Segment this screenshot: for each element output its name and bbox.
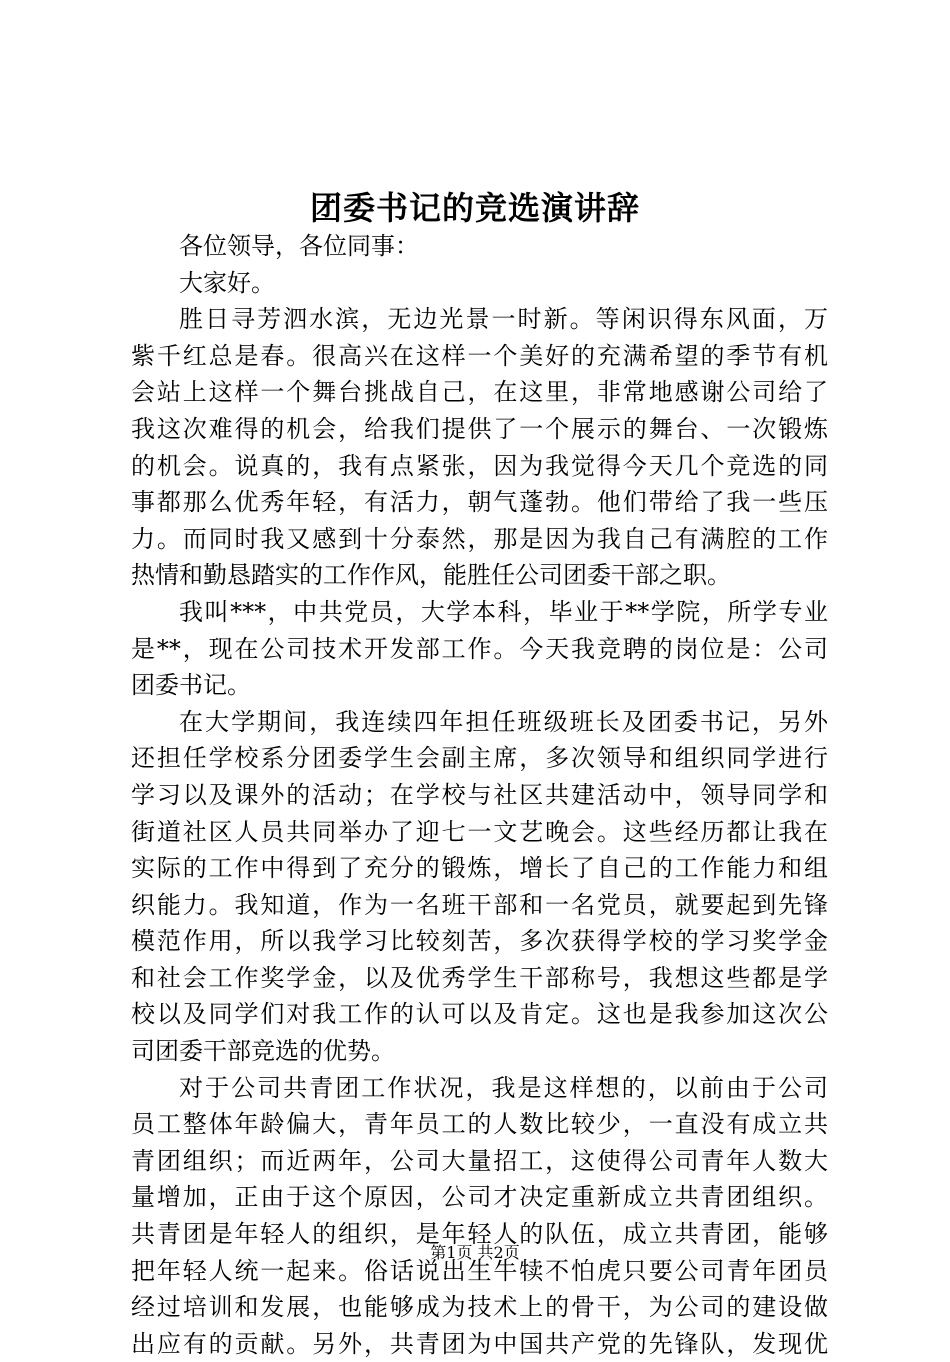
paragraph-line: 力。而同时我又感到十分泰然，那是因为我自己有满腔的工作: [131, 524, 828, 553]
document-body: [131, 228, 828, 1362]
paragraph-line: 还担任学校系分团委学生会副主席，多次领导和组织同学进行: [131, 744, 828, 773]
paragraph-line: 实际的工作中得到了充分的锻炼，增长了自己的工作能力和组: [131, 854, 828, 883]
document-title: 团委书记的竞选演讲辞: [309, 189, 640, 227]
paragraph-line: 出应有的贡献。另外，共青团为中国共产党的先锋队，发现优: [131, 1329, 828, 1358]
page-footer: 第1页 共2页: [430, 1243, 520, 1262]
paragraph-line: 是**，现在公司技术开发部工作。今天我竞聘的岗位是：公司: [131, 634, 828, 663]
paragraph-line: 胜日寻芳泗水滨，无边光景一时新。等闲识得东风面，万: [179, 305, 828, 334]
paragraph-line: 把年轻人统一起来。俗话说出生牛犊不怕虎只要公司青年团员: [131, 1256, 828, 1285]
paragraph-line: 我这次难得的机会，给我们提供了一个展示的舞台、一次锻炼: [131, 414, 828, 443]
paragraph-line: 青团组织；而近两年，公司大量招工，这使得公司青年人数大: [131, 1146, 828, 1175]
paragraph-line: 紫千红总是春。很高兴在这样一个美好的充满希望的季节有机: [131, 341, 828, 370]
paragraph-line: 对于公司共青团工作状况，我是这样想的，以前由于公司: [179, 1073, 828, 1102]
paragraph-line: 学习以及课外的活动；在学校与社区共建活动中，领导同学和: [131, 780, 828, 809]
paragraph-line: 事都那么优秀年轻，有活力，朝气蓬勃。他们带给了我一些压: [131, 488, 828, 517]
paragraph-line: 会站上这样一个舞台挑战自己，在这里，非常地感谢公司给了: [131, 378, 828, 407]
paragraph-line: 在大学期间，我连续四年担任班级班长及团委书记，另外: [179, 707, 828, 736]
paragraph-line: 经过培训和发展，也能够成为技术上的骨干，为公司的建设做: [131, 1293, 828, 1322]
greeting-line: 各位领导，各位同事：: [179, 232, 419, 260]
paragraph-line: 热情和勤恳踏实的工作作风，能胜任公司团委干部之职。: [131, 561, 731, 590]
greeting-line: 大家好。: [179, 268, 275, 297]
paragraph-line: 模范作用，所以我学习比较刻苦，多次获得学校的学习奖学金: [131, 927, 828, 956]
paragraph-line: 我叫***，中共党员，大学本科，毕业于**学院，所学专业: [179, 597, 828, 626]
paragraph-line: 司团委干部竞选的优势。: [131, 1037, 395, 1066]
paragraph-line: 共青团是年轻人的组织，是年轻人的队伍，成立共青团，能够: [131, 1220, 828, 1249]
paragraph-line: 街道社区人员共同举办了迎七一文艺晚会。这些经历都让我在: [131, 817, 828, 846]
paragraph-line: 校以及同学们对我工作的认可以及肯定。这也是我参加这次公: [131, 1000, 828, 1029]
paragraph-line: 的机会。说真的，我有点紧张，因为我觉得今天几个竞选的同: [131, 451, 828, 480]
paragraph-line: 团委书记。: [131, 671, 251, 700]
paragraph-line: 量增加，正由于这个原因，公司才决定重新成立共青团组织。: [131, 1183, 828, 1212]
paragraph-line: 和社会工作奖学金，以及优秀学生干部称号，我想这些都是学: [131, 963, 828, 992]
paragraph-line: 织能力。我知道，作为一名班干部和一名党员，就要起到先锋: [131, 890, 828, 919]
paragraph-line: 员工整体年龄偏大，青年员工的人数比较少，一直没有成立共: [131, 1110, 828, 1139]
